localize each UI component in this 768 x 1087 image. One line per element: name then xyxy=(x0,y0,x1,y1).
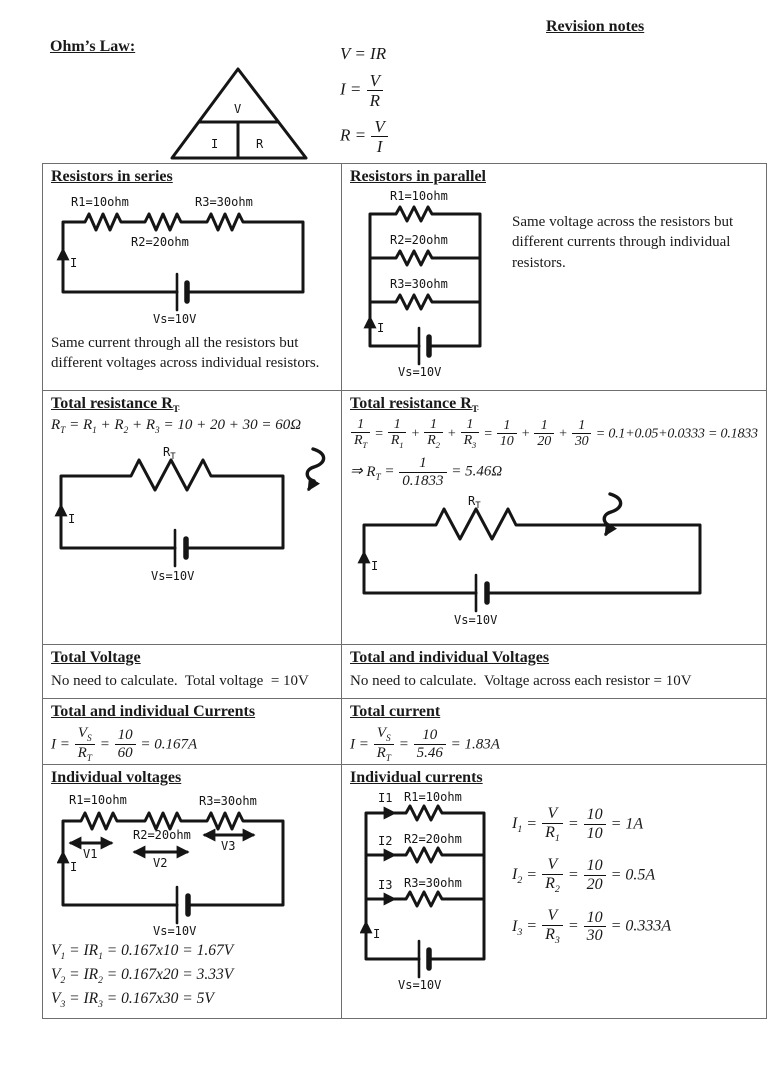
var-with-subscript: $R_T$ xyxy=(354,433,367,451)
cell-heading xyxy=(51,702,333,725)
formula-text: 10 xyxy=(586,857,603,875)
total-current-series-formula xyxy=(51,725,333,765)
var-with-subscript: $V_S$ xyxy=(376,724,391,744)
parallel-circuit-diagram xyxy=(362,190,498,380)
i2-equation xyxy=(512,856,671,895)
formula-text: 0.1833 xyxy=(402,472,444,489)
formula-text: 60 xyxy=(117,744,133,761)
parallel-currents-circuit-diagram xyxy=(360,791,496,1005)
var-with-subscript: $R_T$ xyxy=(77,744,92,764)
cell-total-current-series xyxy=(43,699,342,765)
formula-text: + xyxy=(443,425,460,441)
fraction xyxy=(388,417,407,451)
formula-v-ir xyxy=(340,44,389,64)
total-current-parallel-formula xyxy=(350,725,758,765)
v1-label: V1 xyxy=(83,846,98,861)
cell-total-voltage-parallel xyxy=(342,645,767,699)
cell-heading xyxy=(350,394,758,417)
cell-total-current-parallel xyxy=(342,699,767,765)
resistor-r1-label: R1=10ohm xyxy=(71,194,129,209)
fraction xyxy=(424,417,443,451)
formula-text: = xyxy=(95,735,114,752)
fraction xyxy=(572,418,592,450)
rt-base: R xyxy=(163,444,171,459)
var-with-subscript: $R_T$ xyxy=(51,416,66,436)
formula-text: = xyxy=(480,425,496,441)
formula-text: I xyxy=(376,137,383,157)
voltage-equations xyxy=(51,942,333,1010)
formula-text: = 0.167x20 = 3.33V xyxy=(102,966,234,984)
formula-text: 10 xyxy=(422,727,438,744)
current-label: I xyxy=(371,559,379,574)
parallel-note: Same voltage across the resistors but different currents through individual resistors. xyxy=(512,213,737,271)
formula-text: 1 xyxy=(430,416,437,432)
formula-text: = 0.167x30 = 5V xyxy=(102,990,214,1008)
var-with-subscript: $R_2$ xyxy=(114,416,129,436)
formula-text: 1 xyxy=(540,417,548,433)
var-with-subscript: $R_1$ xyxy=(82,416,97,436)
formula-text: = I xyxy=(65,966,89,984)
var-with-subscript: $V_1$ xyxy=(51,941,66,963)
formula-text: + xyxy=(96,416,115,433)
circuit-wire xyxy=(61,460,283,548)
total-voltage-note: No need to calculate. Total voltage = 10V xyxy=(51,672,309,689)
formula-text: = I xyxy=(65,941,89,959)
battery-label: Vs=10V xyxy=(454,613,498,628)
formula-text: 1 xyxy=(357,416,364,432)
cell-total-voltage-series xyxy=(43,645,342,699)
formula-text: = I xyxy=(65,990,89,1008)
heading-text: Total current xyxy=(350,703,441,720)
cell-resistors-in-series xyxy=(43,164,342,391)
fraction xyxy=(351,417,370,451)
formula-text: I = xyxy=(350,735,373,752)
page-title: Revision notes xyxy=(546,18,645,35)
formula-text: = 5.46Ω xyxy=(447,463,503,480)
formula-text: 1 xyxy=(419,454,427,471)
v2-equation xyxy=(51,966,333,986)
formula-text: 20 xyxy=(586,876,603,894)
heading-text: Individual voltages xyxy=(51,769,182,787)
var-with-subscript: $I_1$ xyxy=(512,815,523,836)
formula-i-vr xyxy=(340,71,389,110)
v2-label: V2 xyxy=(153,855,168,870)
formula-text: V xyxy=(547,856,558,874)
branch3-wire xyxy=(370,295,480,309)
cell-heading xyxy=(51,648,333,671)
formula-text: 5.46 xyxy=(416,744,443,761)
var-with-subscript: $I_3$ xyxy=(512,917,523,938)
rt-subscript: T xyxy=(170,451,176,462)
resistor-r2-label: R2=20ohm xyxy=(131,234,189,249)
v3-label: V3 xyxy=(221,838,236,853)
formula-text: = xyxy=(394,735,413,752)
formula-text: + xyxy=(517,425,534,441)
total-resistance-series-formula xyxy=(51,417,333,436)
formula-text: 20 xyxy=(537,434,551,450)
formula-text: 1 xyxy=(466,416,474,432)
series-note: Same current through all the resistors but different voltages across individual resistors. xyxy=(51,334,320,372)
formula-text: = xyxy=(522,815,542,833)
var-with-subscript: $R_2$ xyxy=(545,875,560,896)
fraction xyxy=(584,909,606,946)
battery-label: Vs=10V xyxy=(153,311,197,326)
current-label: I xyxy=(373,926,381,941)
formula-text: = xyxy=(563,866,583,884)
heading-text: Total resistance R xyxy=(51,395,173,412)
i1-label: I1 xyxy=(378,790,393,805)
formula-text: = 0.167A xyxy=(136,735,198,752)
fraction xyxy=(414,727,446,762)
formula-text: = 10 + 20 + 30 = 60Ω xyxy=(159,416,302,433)
cell-heading xyxy=(350,768,758,791)
cell-individual-voltages xyxy=(43,765,342,1019)
var-with-subscript: $R_2$ xyxy=(427,433,440,451)
cell-individual-currents xyxy=(342,765,767,1019)
heading-text: Resistors in parallel xyxy=(350,168,486,185)
formula-text: = xyxy=(563,815,583,833)
formula-text: = xyxy=(563,917,583,935)
battery-label: Vs=10V xyxy=(151,568,195,583)
cell-heading xyxy=(51,768,333,791)
branch2-wire xyxy=(370,251,480,265)
var-with-subscript: $R_1$ xyxy=(390,433,404,451)
formula-text: = 0.167x10 = 1.67V xyxy=(102,941,234,959)
fraction xyxy=(115,727,136,762)
battery-label: Vs=10V xyxy=(398,364,442,379)
total-resistance-label xyxy=(163,445,176,462)
cell-heading xyxy=(350,702,758,725)
revision-table xyxy=(42,163,767,1019)
v1-equation xyxy=(51,942,333,962)
formula-text: 10 xyxy=(586,806,603,824)
fraction xyxy=(584,857,606,894)
formula-text: V xyxy=(547,804,558,822)
fraction xyxy=(75,725,95,765)
formula-text: = xyxy=(370,425,387,441)
formula-text: 1 xyxy=(393,416,401,432)
i3-equation xyxy=(512,907,671,946)
fraction xyxy=(367,71,383,110)
formula-text: R = xyxy=(340,125,371,145)
formula-text: ⇒ xyxy=(350,463,367,480)
triangle-i-label: I xyxy=(211,137,219,151)
var-with-subscript: $V_S$ xyxy=(77,724,92,744)
heading-text: Resistors in series xyxy=(51,168,173,185)
hand-drawn-arrow-scribble xyxy=(604,494,620,534)
formula-text: 30 xyxy=(574,434,589,450)
resistor-r3-label: R3=30ohm xyxy=(390,276,448,291)
formula-text: 10 xyxy=(586,825,603,843)
formula-text: = 1A xyxy=(606,815,644,833)
resistor-r3-label: R3=30ohm xyxy=(404,875,462,890)
formula-text: = xyxy=(65,416,83,433)
hand-drawn-arrow-scribble xyxy=(307,449,323,489)
cell-total-resistance-parallel xyxy=(342,391,767,645)
scribble-path xyxy=(604,494,620,534)
formula-text: V xyxy=(374,117,385,137)
var-with-subscript: $R_3$ xyxy=(545,926,560,947)
formula-text: V xyxy=(547,907,558,925)
total-resistance-result-formula xyxy=(350,455,758,490)
rt-subscript: T xyxy=(475,501,481,512)
var-with-subscript: $R_3$ xyxy=(88,990,103,1011)
var-with-subscript: $R_1$ xyxy=(88,941,103,963)
series-circuit-diagram xyxy=(55,190,317,328)
current-label: I xyxy=(377,320,385,335)
formula-text: = 0.333A xyxy=(606,917,672,935)
resistor-r1-label: R1=10ohm xyxy=(390,189,448,203)
fraction xyxy=(542,805,563,844)
section-label-ohms-law: Ohm’s Law: xyxy=(50,38,136,55)
formula-text: = 0.1+0.05+0.0333 = 0.1833 xyxy=(592,425,758,441)
battery-label: Vs=10V xyxy=(398,977,442,992)
var-with-subscript: $R_3$ xyxy=(463,433,477,451)
var-with-subscript: $R_2$ xyxy=(88,966,103,987)
current-label: I xyxy=(70,255,78,270)
scribble-path xyxy=(307,449,323,489)
heading-text: Total and individual Currents xyxy=(51,703,256,720)
heading-text: Total Voltage xyxy=(51,649,141,666)
var-with-subscript: $V_2$ xyxy=(51,966,66,987)
formula-text: + xyxy=(407,425,424,441)
formula-text: V xyxy=(369,71,381,90)
var-with-subscript: $R_T$ xyxy=(376,744,391,764)
current-equations xyxy=(512,805,671,959)
var-with-subscript: $R_3$ xyxy=(145,416,160,436)
fraction xyxy=(399,455,446,490)
rt-base: R xyxy=(468,494,476,509)
i1-equation xyxy=(512,805,671,844)
fraction xyxy=(497,418,517,450)
v3-equation xyxy=(51,990,333,1010)
resistor-r3-label: R3=30ohm xyxy=(195,194,253,209)
resistor-r1-label: R1=10ohm xyxy=(404,790,462,804)
cell-heading xyxy=(51,167,333,190)
resistor-r3-label: R3=30ohm xyxy=(199,793,257,808)
fraction xyxy=(542,907,563,946)
i3-label: I3 xyxy=(378,877,393,892)
equivalent-circuit-diagram xyxy=(356,491,708,627)
resistor-r1-label: R1=10ohm xyxy=(69,792,127,807)
fraction xyxy=(374,725,394,765)
equivalent-circuit-diagram xyxy=(51,442,333,594)
resistor-r2-label: R2=20ohm xyxy=(133,827,191,842)
formula-text: R xyxy=(369,91,381,111)
heading-text: Total and individual Voltages xyxy=(350,649,550,666)
circuit-wire xyxy=(63,214,303,292)
resistor-r2-label: R2=20ohm xyxy=(390,232,448,247)
formula-text: + xyxy=(128,416,146,433)
ohms-law-triangle-diagram xyxy=(166,62,316,164)
fraction xyxy=(371,117,387,156)
formula-text: 1 xyxy=(578,417,586,433)
fraction xyxy=(534,418,554,450)
formula-text: 1 xyxy=(503,417,511,433)
formula-text: = xyxy=(380,463,399,480)
heading-text: Individual currents xyxy=(350,769,483,787)
heading-subscript: T xyxy=(471,404,479,416)
cell-heading xyxy=(51,394,333,417)
voltage-across-note: No need to calculate. Voltage across each resistor = 10V xyxy=(350,672,692,689)
reciprocal-sum-formula xyxy=(350,417,758,451)
fraction xyxy=(542,856,563,895)
var-with-subscript: $V_3$ xyxy=(51,990,66,1011)
var-with-subscript: $I_2$ xyxy=(512,866,523,887)
current-label: I xyxy=(70,859,78,874)
formula-text: + xyxy=(555,425,571,441)
resistor-r2-label: R2=20ohm xyxy=(404,831,462,846)
heading-text: Total resistance R xyxy=(350,395,472,412)
series-voltages-circuit-diagram xyxy=(57,791,299,937)
battery-label: Vs=10V xyxy=(153,923,197,937)
cell-resistors-in-parallel xyxy=(342,164,767,391)
formula-text: 10 xyxy=(117,727,133,744)
formula-r-vi xyxy=(340,117,389,156)
formula-text: V = IR xyxy=(340,44,387,63)
i2-label: I2 xyxy=(378,833,393,848)
fraction xyxy=(584,806,606,843)
formula-text: I = xyxy=(51,735,74,752)
formula-text: = 1.83A xyxy=(446,735,500,752)
triangle-v-label: V xyxy=(234,102,242,116)
cell-heading xyxy=(350,167,758,190)
fraction xyxy=(461,417,480,451)
formula-text: 30 xyxy=(586,927,603,945)
formula-text: = 0.5A xyxy=(606,866,656,884)
var-with-subscript: $R_T$ xyxy=(366,463,381,483)
formula-text: = xyxy=(522,917,542,935)
var-with-subscript: $R_1$ xyxy=(545,823,560,845)
formula-text: = xyxy=(522,866,542,884)
formula-text: 10 xyxy=(499,434,514,450)
cell-total-resistance-series xyxy=(43,391,342,645)
heading-subscript: T xyxy=(172,404,180,416)
total-resistance-label xyxy=(468,494,481,511)
formula-text: I = xyxy=(340,79,366,99)
formula-text: 10 xyxy=(586,908,603,926)
cell-heading xyxy=(350,648,758,671)
current-label: I xyxy=(68,511,76,526)
triangle-r-label: R xyxy=(256,137,264,151)
circuit-wire xyxy=(364,509,700,593)
ohms-law-formulas xyxy=(340,44,389,163)
